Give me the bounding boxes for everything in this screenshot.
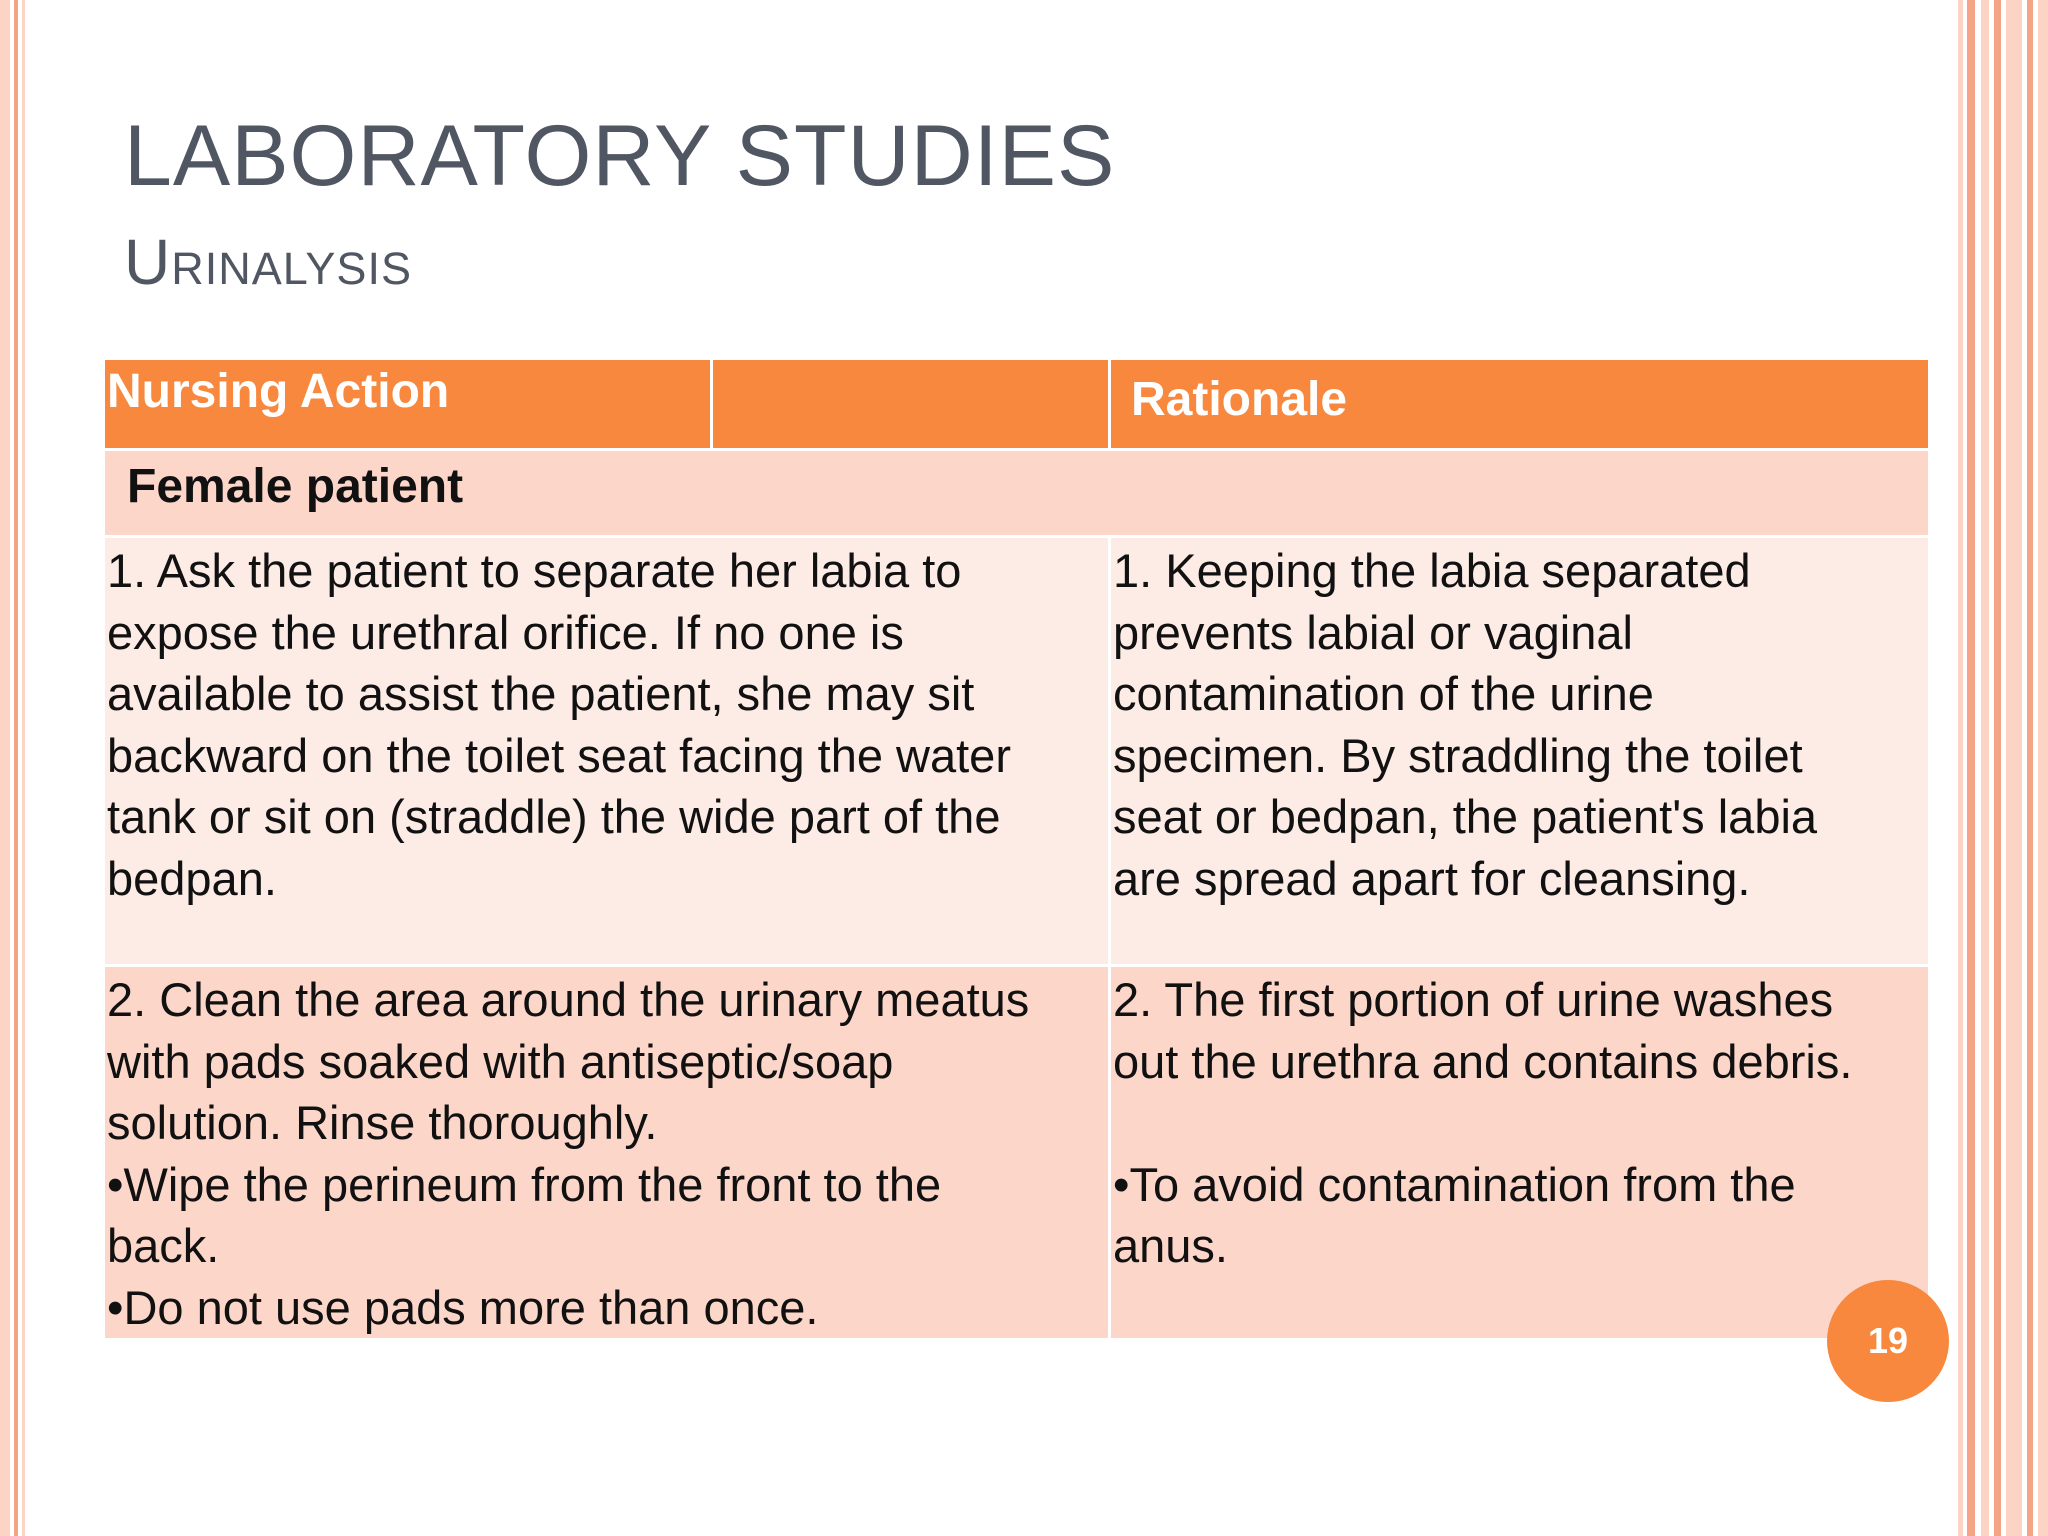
- action-text: 2. Clean the area around the urinary meatus with pads soaked with antiseptic/soap solution. Rinse thoroughly. •Wipe the perineum from the front to the back. •Do not use pads more than once.: [107, 973, 1030, 1334]
- right-border-stripe: [2006, 0, 2022, 1536]
- section-label: Female patient: [104, 450, 1930, 537]
- slide-title: [124, 105, 1115, 317]
- right-border-stripe: [1994, 0, 2001, 1536]
- nursing-action-table: [102, 357, 1928, 1341]
- action-cell: [104, 966, 1110, 1340]
- header-empty: [712, 359, 1110, 450]
- section-row: [104, 450, 1930, 537]
- rationale-text: 1. Keeping the labia separated prevents labial or vaginal contamination of the urine specimen. By straddling the toilet seat or bedpan, the patient's labia are spread apart for cleansing.: [1113, 544, 1818, 905]
- right-border-stripe: [1967, 0, 1975, 1536]
- title-main: LABORATORY STUDIES: [124, 108, 1116, 204]
- table-row: [104, 966, 1930, 1340]
- rationale-cell: [1110, 966, 1930, 1340]
- page-number-badge: 19: [1827, 1280, 1949, 1402]
- left-border-stripe: [0, 0, 10, 1536]
- header-nursing-action: Nursing Action: [104, 359, 712, 450]
- action-text: 1. Ask the patient to separate her labia to expose the urethral orifice. If no one is available to assist the patient, she may sit backward on the toilet seat facing the water tank or sit on (straddle) the wide part of the bedpan.: [107, 544, 1011, 905]
- right-border-stripe: [2027, 0, 2033, 1536]
- left-border-stripe: [14, 0, 18, 1536]
- table-header-row: [104, 359, 1930, 450]
- table-row: [104, 537, 1930, 966]
- right-border-stripe: [1981, 0, 1989, 1536]
- title-subtitle: Urinalysis: [124, 226, 412, 298]
- left-border-stripe: [22, 0, 25, 1536]
- rationale-cell: [1110, 537, 1930, 966]
- rationale-text: 2. The first portion of urine washes out the urethra and contains debris. •To avoid contamination from the anus.: [1113, 973, 1853, 1272]
- action-cell: [104, 537, 1110, 966]
- right-border-stripe: [1958, 0, 1963, 1536]
- header-rationale: Rationale: [1110, 359, 1930, 450]
- right-border-stripe: [2038, 0, 2048, 1536]
